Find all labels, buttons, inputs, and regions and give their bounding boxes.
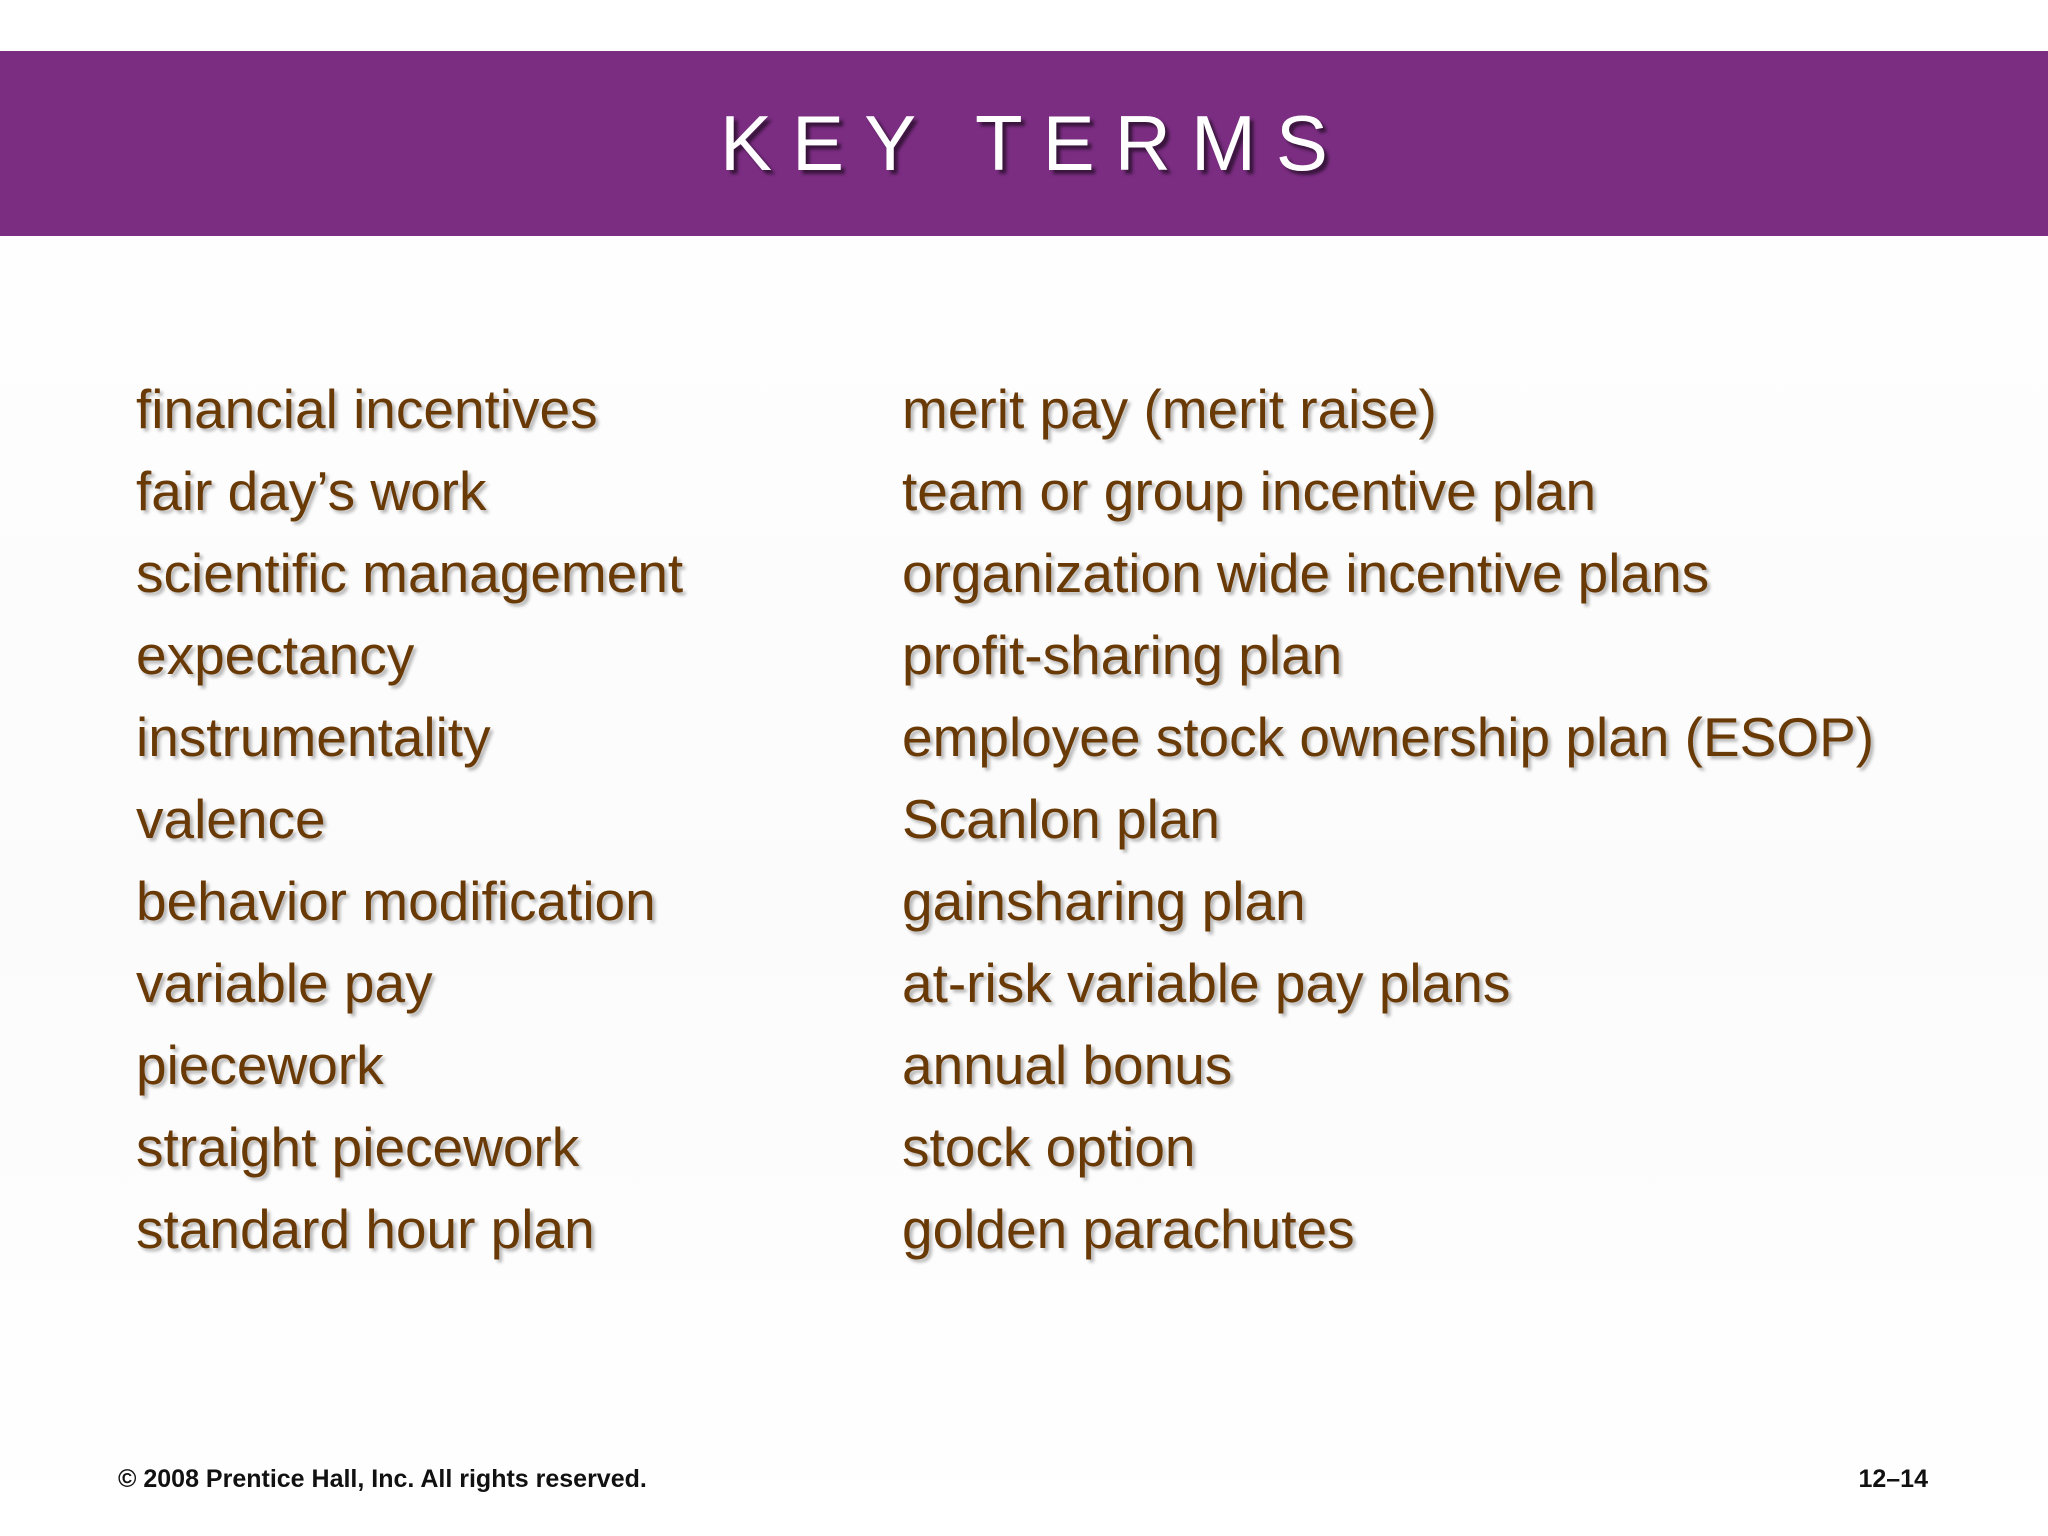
left-terms-list [136, 368, 836, 1270]
term-item: scientific management [136, 542, 684, 604]
term-item: valence [136, 788, 326, 850]
term-item: instrumentality [136, 706, 491, 768]
page-number: 12–14 [1858, 1465, 1928, 1493]
term-item: piecework [136, 1034, 384, 1096]
copyright-notice: © 2008 Prentice Hall, Inc. All rights reserved. [118, 1465, 647, 1493]
term-item: profit-sharing plan [902, 624, 1343, 686]
term-item: expectancy [136, 624, 415, 686]
term-item: team or group incentive plan [902, 460, 1597, 522]
title-bar [0, 51, 2048, 236]
term-item: behavior modification [136, 870, 656, 932]
term-item: employee stock ownership plan (ESOP) [902, 706, 1875, 768]
term-item: financial incentives [136, 378, 598, 440]
term-item: annual bonus [902, 1034, 1233, 1096]
term-item: stock option [902, 1116, 1196, 1178]
slide-title: KEY TERMS [720, 99, 1348, 187]
term-item: golden parachutes [902, 1198, 1355, 1260]
term-item: at-risk variable pay plans [902, 952, 1511, 1014]
right-terms-list [902, 368, 2022, 1270]
term-item: merit pay (merit raise) [902, 378, 1437, 440]
term-item: fair day’s work [136, 460, 487, 522]
term-item: Scanlon plan [902, 788, 1221, 850]
term-item: straight piecework [136, 1116, 580, 1178]
term-item: variable pay [136, 952, 433, 1014]
term-item: standard hour plan [136, 1198, 595, 1260]
term-item: gainsharing plan [902, 870, 1306, 932]
term-item: organization wide incentive plans [902, 542, 1710, 604]
